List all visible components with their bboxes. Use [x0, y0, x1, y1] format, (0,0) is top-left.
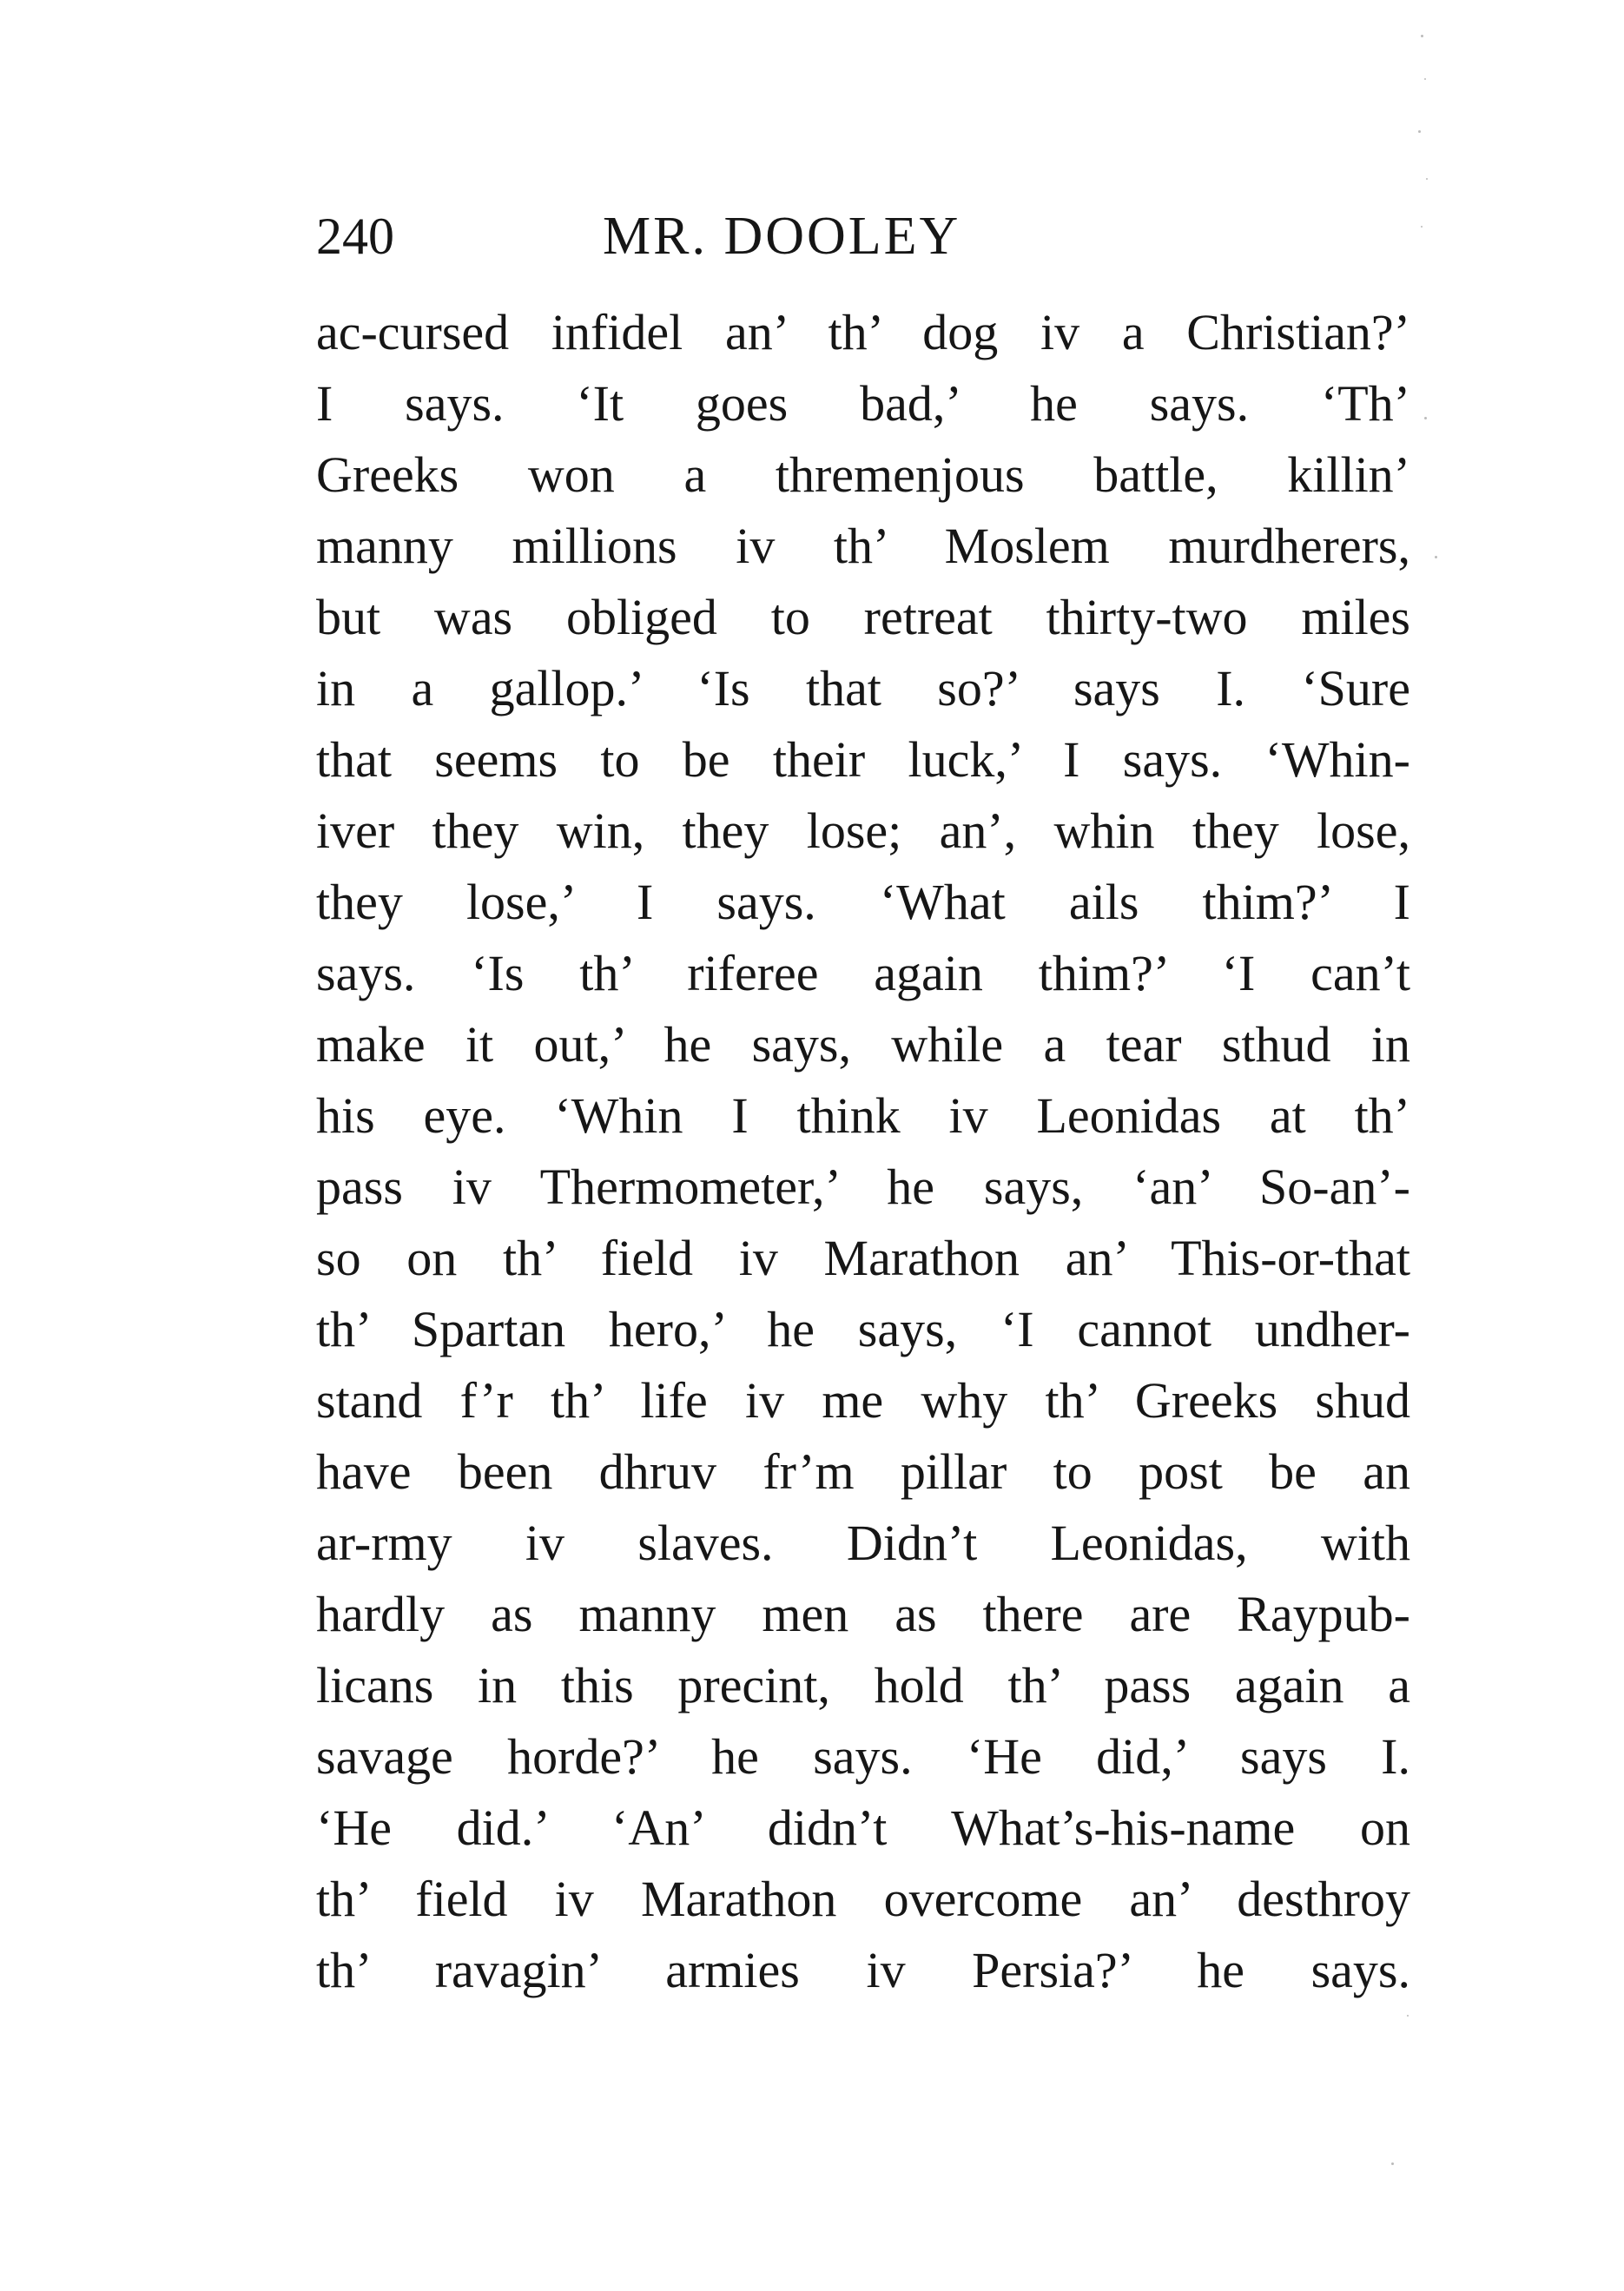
text-line: I says. ‘It goes bad,’ he says. ‘Th’ — [316, 375, 1410, 432]
text-line: ar-rmy iv slaves. Didn’t Leonidas, with — [316, 1515, 1410, 1571]
text-line: th’ Spartan hero,’ he says, ‘I cannot undher- — [316, 1301, 1410, 1357]
text-line: manny millions iv th’ Moslem murdherers, — [316, 518, 1410, 574]
scan-speck — [1421, 226, 1423, 228]
text-line: hardly as manny men as there are Raypub- — [316, 1586, 1410, 1642]
scan-speck — [1407, 2015, 1409, 2017]
scan-speck — [1391, 2162, 1394, 2165]
text-line: have been dhruv fr’m pillar to post be an — [316, 1443, 1410, 1500]
text-line: ac-cursed infidel an’ th’ dog iv a Christian?’ — [316, 304, 1410, 360]
text-line: but was obliged to retreat thirty-two miles — [316, 589, 1410, 645]
scan-speck — [1424, 417, 1427, 419]
scan-speck — [1435, 556, 1437, 558]
page-number: 240 — [316, 208, 394, 265]
text-line: th’ field iv Marathon overcome an’ desthroy — [316, 1871, 1410, 1927]
scan-speck — [1426, 178, 1428, 180]
text-line: so on th’ field iv Marathon an’ This-or-that — [316, 1230, 1410, 1286]
text-line: savage horde?’ he says. ‘He did,’ says I. — [316, 1728, 1410, 1785]
scan-speck — [1418, 130, 1421, 133]
text-line: Greeks won a thremenjous battle, killin’ — [316, 446, 1410, 503]
text-line: licans in this precint, hold th’ pass again a — [316, 1657, 1410, 1713]
text-line: they lose,’ I says. ‘What ails thim?’ I — [316, 874, 1410, 930]
text-line: make it out,’ he says, while a tear sthud in — [316, 1016, 1410, 1073]
scan-speck — [1424, 78, 1426, 80]
page-header — [316, 201, 1410, 271]
text-line: in a gallop.’ ‘Is that so?’ says I. ‘Sure — [316, 660, 1410, 716]
text-line: says. ‘Is th’ riferee again thim?’ ‘I can’t — [316, 945, 1410, 1001]
text-line: pass iv Thermometer,’ he says, ‘an’ So-an’- — [316, 1159, 1410, 1215]
body-text — [316, 297, 1410, 2006]
text-line: iver they win, they lose; an’, whin they lose, — [316, 802, 1410, 859]
text-line: ‘He did.’ ‘An’ didn’t What’s-his-name on — [316, 1799, 1410, 1856]
text-line: th’ ravagin’ armies iv Persia?’ he says. — [316, 1942, 1410, 1998]
running-title: MR. DOOLEY — [603, 207, 961, 266]
text-line: his eye. ‘Whin I think iv Leonidas at th’ — [316, 1087, 1410, 1144]
text-line: that seems to be their luck,’ I says. ‘Whin- — [316, 731, 1410, 788]
scan-speck — [1421, 35, 1423, 37]
text-line: stand f’r th’ life iv me why th’ Greeks shud — [316, 1372, 1410, 1429]
